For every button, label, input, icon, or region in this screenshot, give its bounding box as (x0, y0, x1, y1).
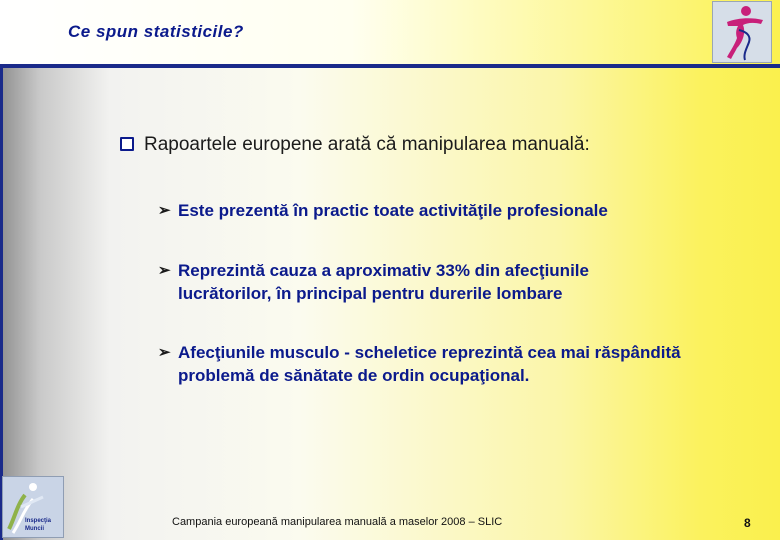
arrow-right-icon: ➢ (158, 344, 171, 361)
sub-bullet-text: Afecţiunile musculo - scheletice reprezintă cea mai răspândită problemă de sănătate de ordin ocupaţional. (178, 343, 681, 385)
left-accent-bar (0, 68, 3, 540)
sub-bullet-2 (158, 259, 678, 305)
checkbox-square-icon (120, 137, 134, 151)
footer-text: Campania europeană manipularea manuală a maselor 2008 – SLIC (172, 516, 503, 528)
sub-bullet-text: Este prezentă în practic toate activităţile profesionale (178, 201, 608, 220)
page-title: Ce spun statisticile? (68, 22, 244, 41)
arrow-right-icon: ➢ (158, 262, 171, 279)
sub-bullet-text: Reprezintă cauza a aproximativ 33% din afecţiunile lucrătorilor, în principal pentru durerile lombare (178, 261, 589, 303)
main-bullet-text: Rapoartele europene arată că manipularea manuală: (144, 134, 590, 155)
page-number: 8 (744, 516, 751, 530)
running-figure-logo-icon (712, 1, 772, 63)
logo-caption-line1: Inspecţia (25, 518, 52, 524)
logo-caption-line2: Muncii (25, 526, 44, 532)
arrow-right-icon: ➢ (158, 202, 171, 219)
logo-caption (25, 517, 51, 533)
inspectia-muncii-logo-icon (2, 476, 64, 538)
sub-bullet-1 (158, 199, 738, 222)
header-divider (0, 64, 780, 68)
main-bullet (120, 134, 590, 156)
sub-bullet-3 (158, 341, 718, 387)
header-band (0, 0, 780, 66)
